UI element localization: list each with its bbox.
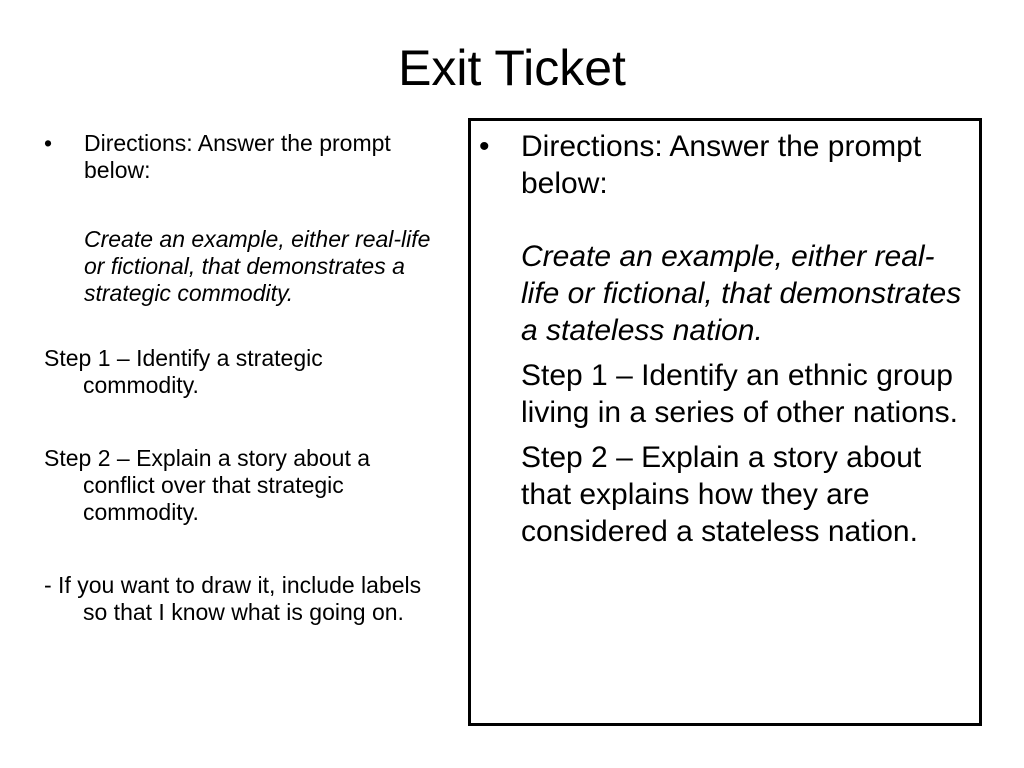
page-title: Exit Ticket <box>398 40 626 96</box>
left-prompt: Create an example, either real-life or fictional, that demonstrates a strategic commodity. <box>84 226 431 306</box>
left-instructions <box>44 130 444 626</box>
right-directions-item <box>479 128 964 202</box>
right-step-1: Step 1 – Identify an ethnic group living in a series of other nations. <box>521 359 958 429</box>
left-directions-item <box>44 130 444 184</box>
right-instructions-box <box>468 118 982 726</box>
left-drawing-note: - If you want to draw it, include labels so that I know what is going on. <box>44 572 422 625</box>
left-step-1: Step 1 – Identify a strategic commodity. <box>44 345 323 398</box>
right-step-2: Step 2 – Explain a story about that explains how they are considered a stateless nation. <box>521 441 922 548</box>
right-directions-text: Directions: Answer the prompt below: <box>521 130 922 200</box>
bullet-icon: • <box>44 130 53 156</box>
left-step-2: Step 2 – Explain a story about a conflict over that strategic commodity. <box>44 445 371 525</box>
bullet-icon: • <box>479 130 490 163</box>
right-instructions <box>479 128 964 550</box>
left-directions-text: Directions: Answer the prompt below: <box>84 130 391 183</box>
right-prompt: Create an example, either real-life or fictional, that demonstrates a stateless nation. <box>521 240 962 347</box>
